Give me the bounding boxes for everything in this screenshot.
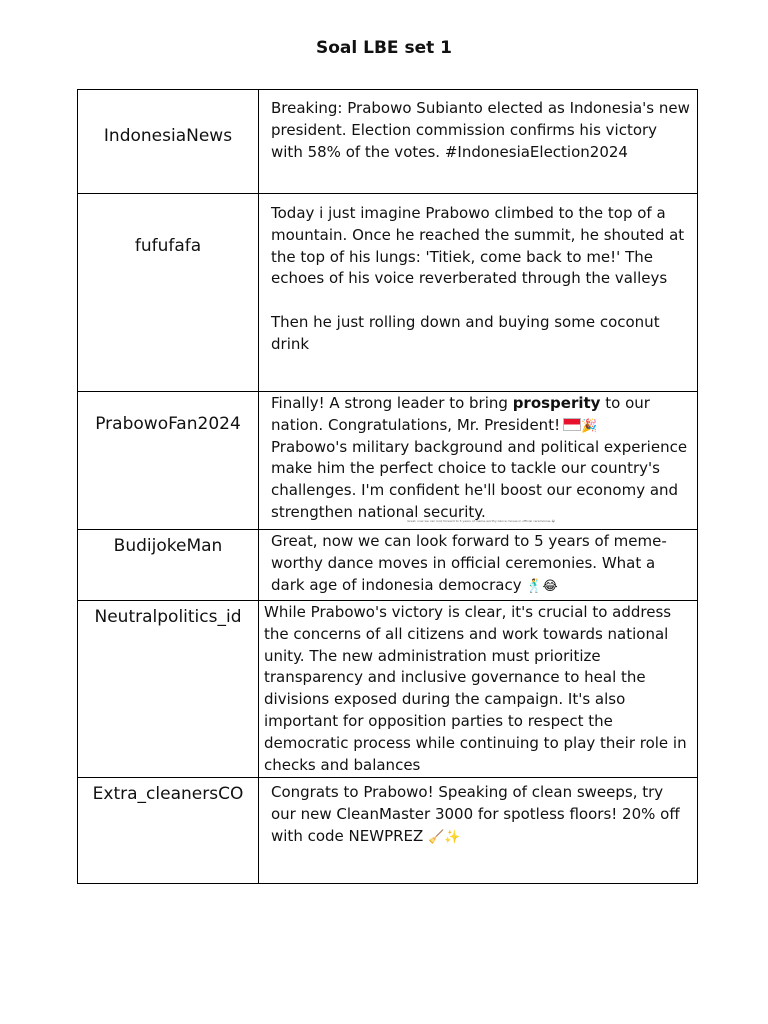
table-row: [78, 90, 698, 194]
username-cell: [78, 392, 259, 530]
username: IndonesiaNews: [103, 126, 233, 146]
message-text: While Prabowo's victory is clear, it's crucial to address the concerns of all citizens and work towards national unity. The new administration must prioritize transparency and inclusive governance to heal the divisions exposed during the campaign. It's also important for opposition parties to respect the democratic process while continuing to play their role in checks and balances: [264, 603, 687, 774]
message-text: Breaking: Prabowo Subianto elected as Indonesia's new president. Election commission confirms his victory with 58% of the votes. #IndonesiaElection2024: [271, 99, 690, 161]
message-text: [271, 530, 691, 596]
table-row: [78, 530, 698, 601]
username: Extra_cleanersCO: [92, 784, 244, 804]
message-text-part: Finally! A strong leader to bring: [271, 394, 513, 412]
message-bold-word: prosperity: [512, 394, 601, 412]
message-text-part: Great, now we can look forward to 5 years of meme-worthy dance moves in official ceremonies. What a dark age of indonesia democracy: [271, 532, 667, 594]
username-cell: [78, 778, 259, 884]
username: fufufafa: [134, 236, 202, 256]
username-cell: [78, 601, 259, 778]
table-row: [78, 601, 698, 778]
message-cell: [259, 392, 698, 530]
message-text-part: Prabowo's military background and political experience make him the perfect choice to tackle our country's challenges. I'm confident he'll boost our economy and strengthen national security.: [271, 437, 688, 521]
message-text: [271, 392, 691, 524]
message-cell: [259, 530, 698, 601]
message-cell: [259, 778, 698, 884]
message-text: Today i just imagine Prabowo climbed to the top of a mountain. Once he reached the summit, he shouted at the top of his lungs: 'Titiek, come back to me!' The echoes of his voice reverberated through the valleys Then he just rolling down and buying some coconut drink: [271, 204, 685, 353]
username: BudijokeMan: [113, 536, 223, 556]
message-text: [271, 778, 691, 847]
username-cell: [78, 530, 259, 601]
username: PrabowoFan2024: [95, 414, 241, 434]
table-row: [78, 392, 698, 530]
table-row: [78, 778, 698, 884]
message-cell: [259, 90, 698, 194]
broom-sparkles-emoji-icon: 🧹✨: [428, 829, 461, 845]
document-title: Soal LBE set 1: [316, 38, 452, 58]
indonesia-flag-icon: [563, 418, 581, 431]
username-cell: [78, 90, 259, 194]
dancer-laugh-emoji-icon: 🕺😂: [526, 578, 558, 594]
tiny-overlay-note: Great, now we can look forward to 5 years of meme-worthy dance moves in official ceremonies 😂: [407, 518, 555, 523]
table-row: [78, 194, 698, 392]
username-cell: [78, 194, 259, 392]
message-text-part: to our nation. Congratulations, Mr. President!: [271, 394, 650, 434]
party-popper-icon: 🎉: [581, 418, 598, 434]
posts-table: [77, 89, 698, 884]
message-text-part: Congrats to Prabowo! Speaking of clean sweeps, try our new CleanMaster 3000 for spotless floors! 20% off with code NEWPREZ: [271, 783, 680, 845]
message-cell: [259, 601, 698, 778]
message-cell: [259, 194, 698, 392]
username: Neutralpolitics_id: [94, 607, 242, 627]
